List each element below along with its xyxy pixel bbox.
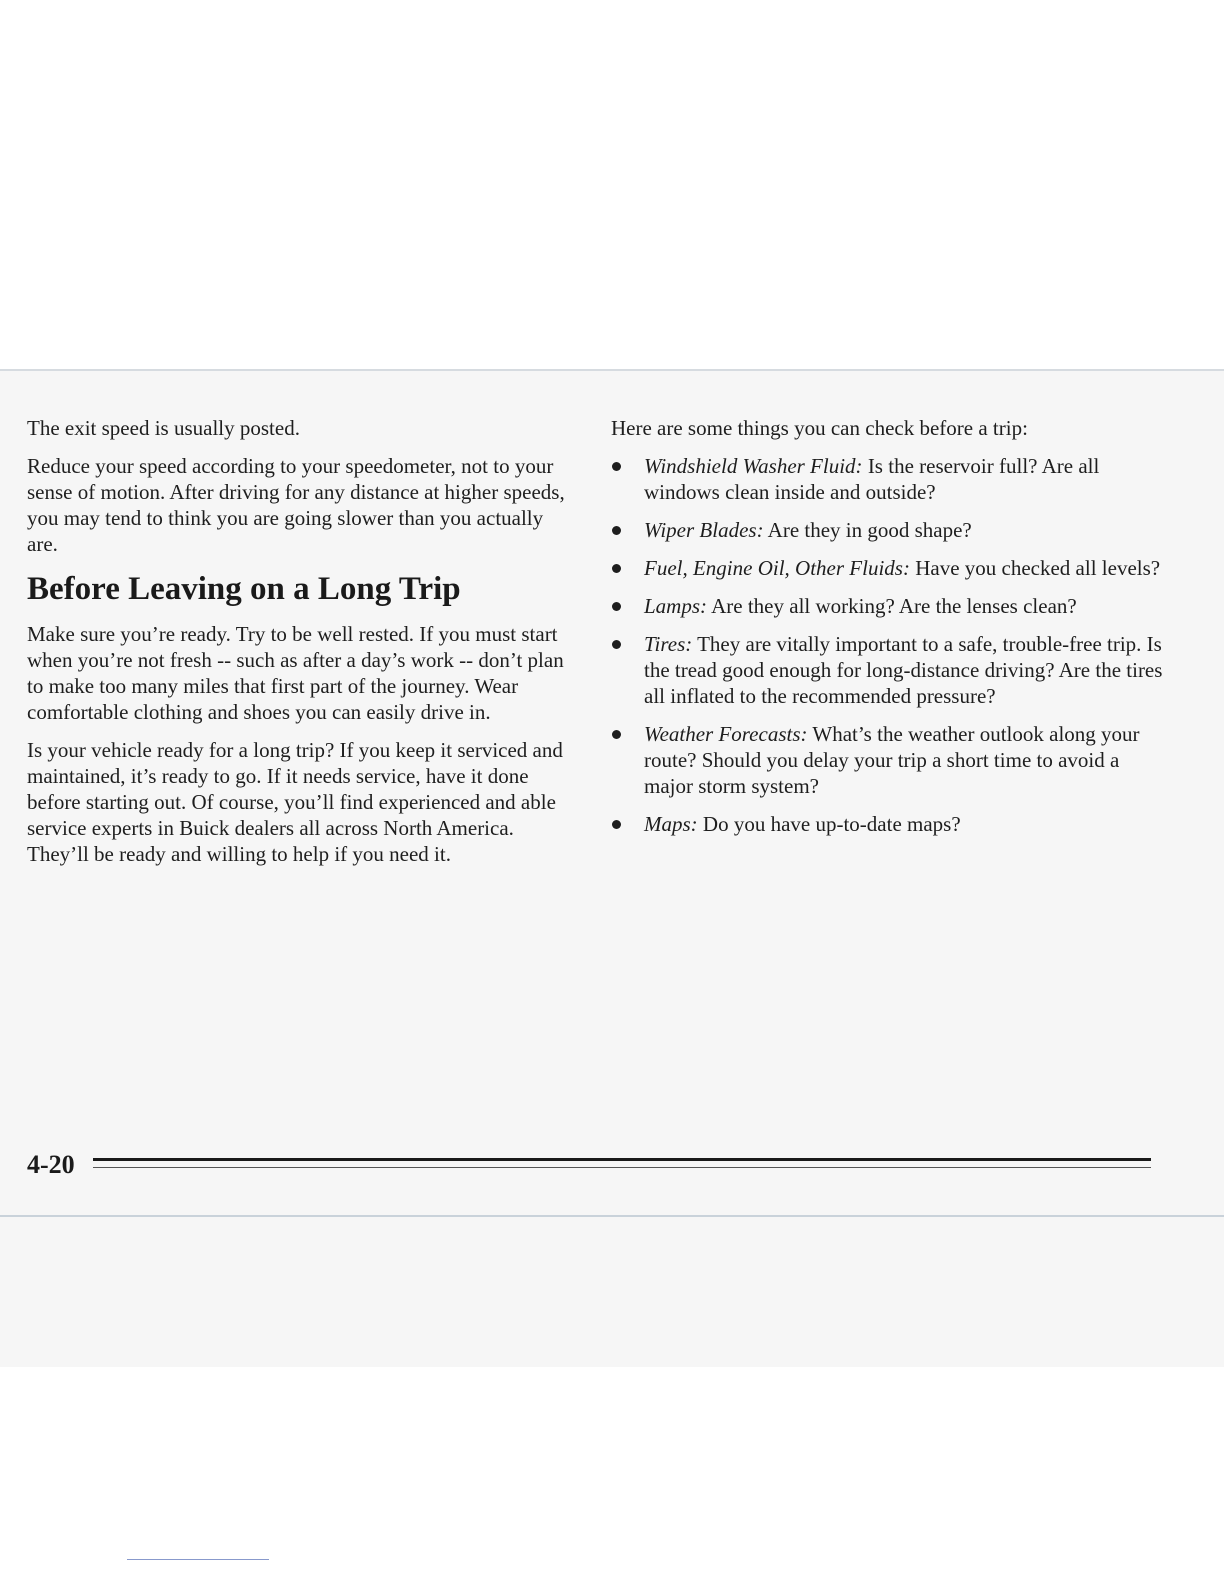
checklist-term: Fuel, Engine Oil, Other Fluids: bbox=[644, 556, 910, 580]
checklist-intro: Here are some things you can check before a trip: bbox=[611, 416, 1028, 440]
checklist-text: Do you have up-to-date maps? bbox=[697, 812, 961, 836]
checklist-text: Are they all working? Are the lenses clean? bbox=[707, 594, 1077, 618]
checklist-item bbox=[611, 631, 1171, 709]
checklist-text: They are vitally important to a safe, trouble-free trip. Is the tread good enough for long-distance driving? Are the tires all inflated to the recommended pressure? bbox=[644, 632, 1163, 708]
scan-top-edge bbox=[0, 369, 1224, 371]
checklist-term: Weather Forecasts: bbox=[644, 722, 808, 746]
checklist-term: Lamps: bbox=[644, 594, 708, 618]
bullet-icon bbox=[612, 564, 621, 573]
checklist-term: Windshield Washer Fluid: bbox=[644, 454, 863, 478]
checklist-item bbox=[611, 517, 1171, 543]
checklist-item bbox=[611, 453, 1171, 505]
footer-rule bbox=[93, 1158, 1151, 1161]
speed-reduction-paragraph: Reduce your speed according to your speedometer, not to your sense of motion. After driving for any distance at higher speeds, you may tend to think you are going slower than you actually are. bbox=[27, 454, 565, 556]
page-number: 4-20 bbox=[27, 1150, 75, 1179]
footer-rule-thin bbox=[93, 1167, 1151, 1168]
checklist-term: Wiper Blades: bbox=[644, 518, 764, 542]
bullet-icon bbox=[612, 820, 621, 829]
trip-checklist bbox=[611, 453, 1171, 837]
vehicle-ready-paragraph: Is your vehicle ready for a long trip? If you keep it serviced and maintained, it’s ready to go. If it needs service, have it done before starting out. Of course, you’ll find experienced and able service experts in Buick dealers all across North America. They’ll be ready and willing to help if you need it. bbox=[27, 738, 563, 866]
checklist-text: What’s the weather outlook along your route? Should you delay your trip a short time to avoid a major storm system? bbox=[644, 722, 1140, 798]
scan-bottom-edge bbox=[0, 1215, 1224, 1217]
rest-paragraph: Make sure you’re ready. Try to be well rested. If you must start when you’re not fresh -- such as after a day’s work -- don’t plan to make too many miles that first part of the journey. Wear comfortable clothing and shoes you can easily drive in. bbox=[27, 622, 564, 724]
checklist-item bbox=[611, 721, 1171, 799]
bottom-divider bbox=[127, 1559, 269, 1560]
left-column bbox=[27, 415, 572, 879]
checklist-text: Is the reservoir full? Are all windows clean inside and outside? bbox=[644, 454, 1100, 504]
bullet-icon bbox=[612, 462, 621, 471]
checklist-item bbox=[611, 593, 1171, 619]
checklist-item bbox=[611, 811, 1171, 837]
section-heading: Before Leaving on a Long Trip bbox=[27, 571, 461, 607]
bullet-icon bbox=[612, 730, 621, 739]
checklist-item bbox=[611, 555, 1171, 581]
checklist-term: Maps: bbox=[644, 812, 698, 836]
exit-speed-paragraph: The exit speed is usually posted. bbox=[27, 416, 300, 440]
page-footer bbox=[27, 1150, 1151, 1180]
bullet-icon bbox=[612, 602, 621, 611]
checklist-text: Have you checked all levels? bbox=[909, 556, 1161, 580]
bullet-icon bbox=[612, 640, 621, 649]
checklist-text: Are they in good shape? bbox=[763, 518, 972, 542]
bullet-icon bbox=[612, 526, 621, 535]
right-column bbox=[611, 415, 1171, 849]
checklist-term: Tires: bbox=[644, 632, 693, 656]
